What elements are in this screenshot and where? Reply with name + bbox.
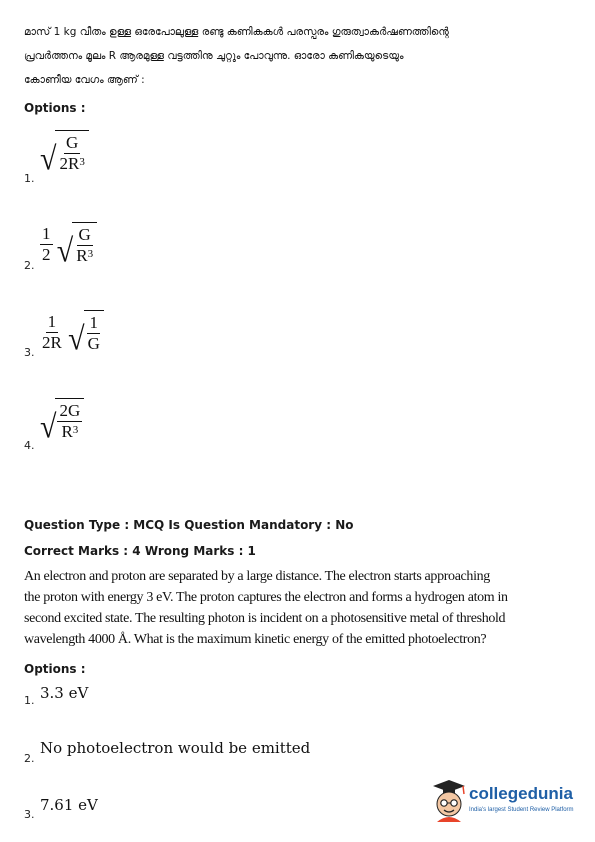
sqrt-icon: √ $\frac{G}{2R^3}$ [40,130,89,174]
option-1-number: 1. [24,172,35,185]
q2-option-3-text: 7.61 eV [40,796,98,814]
question-type-line: Question Type : MCQ Is Question Mandatory : No [24,518,354,532]
question-2-line-3: second excited state. The resulting photon is incident on a photosensitive metal of threshold [24,611,506,626]
question-1-line-3: കോണീയ വേഗം ആണ് : [24,74,145,86]
q2-option-2-number: 2. [24,752,35,765]
option-1-formula [40,130,89,178]
option-2-number: 2. [24,259,35,272]
collegedunia-logo[interactable] [429,778,579,824]
marks-line: Correct Marks : 4 Wrong Marks : 1 [24,544,256,558]
sqrt-icon: √ $\frac{1}{G}$ [68,310,104,354]
options-label-1: Options : [24,101,86,115]
q2-option-1-number: 1. [24,694,35,707]
option-4-formula [40,398,84,446]
question-2-line-1: An electron and proton are separated by a large distance. The electron starts approaching [24,569,490,584]
q2-option-3-number: 3. [24,808,35,821]
option-3-number: 3. [24,346,35,359]
question-1-text [24,20,464,92]
q2-option-2-text: No photoelectron would be emitted [40,739,311,757]
question-1-line-1: മാസ് 1 kg വീതം ഉള്ള ഒരേപോലുള്ള രണ്ടു കണികകൾ പരസ്പരം ഗുരുത്വാകർഷണത്തിന്റെ [24,26,449,38]
question-1-line-2: പ്രവർത്തനം മൂലം R ആരമുള്ള വട്ടത്തിനു ചുറ്റും പോവുന്നു. ഓരോ കണികയുടെയും [24,50,404,62]
question-2-line-4: wavelength 4000 Å. What is the maximum kinetic energy of the emitted photoelectron? [24,632,487,647]
option-3-formula: $\frac{1}{2R}$ √ $\frac{1}{G}$ [40,310,104,354]
option-2-formula: $\frac{1}{2}$ √ $\frac{G}{R^3}$ [40,222,97,266]
option-4-number: 4. [24,439,35,452]
question-2-text [24,566,508,650]
logo-tagline: India's largest Student Review Platform [469,807,574,813]
sqrt-icon: √ $\frac{2G}{R^3}$ [40,398,84,442]
options-label-2: Options : [24,662,86,676]
q2-option-1-text: 3.3 eV [40,684,89,702]
sqrt-icon: √ $\frac{G}{R^3}$ [57,222,97,266]
question-2-line-2: the proton with energy 3 eV. The proton captures the electron and forms a hydrogen atom in [24,590,508,605]
logo-wordmark: collegedunia [469,784,573,803]
